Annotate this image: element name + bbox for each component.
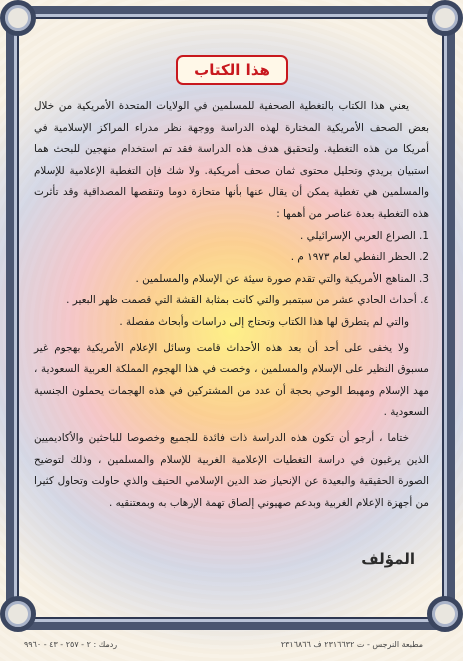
isbn-number: ردمك : ٢ - ٢٥٧ - ٤٣ - ٩٩٦٠ (24, 640, 118, 649)
list-item: 3. المناهج الأمريكية والتي تقدم صورة سيئة عن الإسلام والمسلمين . (135, 272, 429, 285)
body-text (34, 96, 429, 514)
corner-ornament-top-left (0, 0, 36, 36)
paragraph-conclusion: ختاما ، أرجو أن تكون هذه الدراسة ذات فائدة للجميع وخصوصا للباحثين والأكاديميين الذين يرغبون في دراسة التغطيات الإعلامية الغربية للإسلام والمسلمين ، وذلك لتوضيح الصورة الحقيقية والبعيدة عن الإنحياز ضد الدين الإسلامي الحنيف والذي حاولت وتحاول كثيرا من أجهزة الإعلام الغربية وبدعم صهيوني إلصاق تهمة الإرهاب به وبمعتنقيه . (34, 431, 429, 509)
list-item: 2. الحظر النفطي لعام ١٩٧٣ م . (290, 251, 429, 264)
paragraph-attacks: ولا يخفى على أحد أن بعد هذه الأحداث قامت وسائل الإعلام الأمريكية بهجوم غير مسبوق النظير على الإسلام والمسلمين ، وخصت في هذا الهجوم المملكة العربية السعودية ، مهد الإسلام ومهبط الوحي بحجة أن عدد من المشتركين في هذه الهجمات يحملون الجنسية السعودية . (34, 341, 429, 419)
list-item: ٤. أحداث الحادي عشر من سبتمبر والتي كانت بمثابة القشة التي قصمت ظهر البعير . (66, 294, 429, 307)
corner-ornament-bottom-right (427, 596, 463, 632)
corner-ornament-bottom-left (0, 596, 36, 632)
page-title: هذا الكتاب (176, 55, 288, 85)
printer-info: مطبعة النرجس - ت ٢٣١٦٦٣٢ ف ٢٣١٦٨٦٦ (280, 640, 423, 649)
author-signature: المؤلف (361, 550, 415, 568)
list-item: والتي لم يتطرق لها هذا الكتاب وتحتاج إلى دراسات وأبحاث مفصلة . (119, 315, 409, 328)
footer (0, 636, 463, 656)
paragraph-intro: يعني هذا الكتاب بالتغطية الصحفية للمسلمين في الولايات المتحدة الأمريكية من خلال بعض الصحف الأمريكية المختارة لهذه الدراسة ووجهة نظر مدراء المراكز الإسلامية في أمريكا من هذه التغطية. ولتحقيق هدف هذه الدراسة فقد تم استخدام منهجين للبحث هما استبيان بريدي وتحليل محتوى ثمان صحف أمريكية. ولا شك فإن التغطية الإعلامية للإسلام والمسلمين هي تغطية يمكن أن يقال عنها بأنها متحازة دوما وتنقصها المصداقية وقد تأثرت هذه التغطية بعدة عناصر من أهمها : (34, 100, 429, 220)
list-item: 1. الصراع العربي الإسرائيلي . (300, 229, 429, 242)
corner-ornament-top-right (427, 0, 463, 36)
